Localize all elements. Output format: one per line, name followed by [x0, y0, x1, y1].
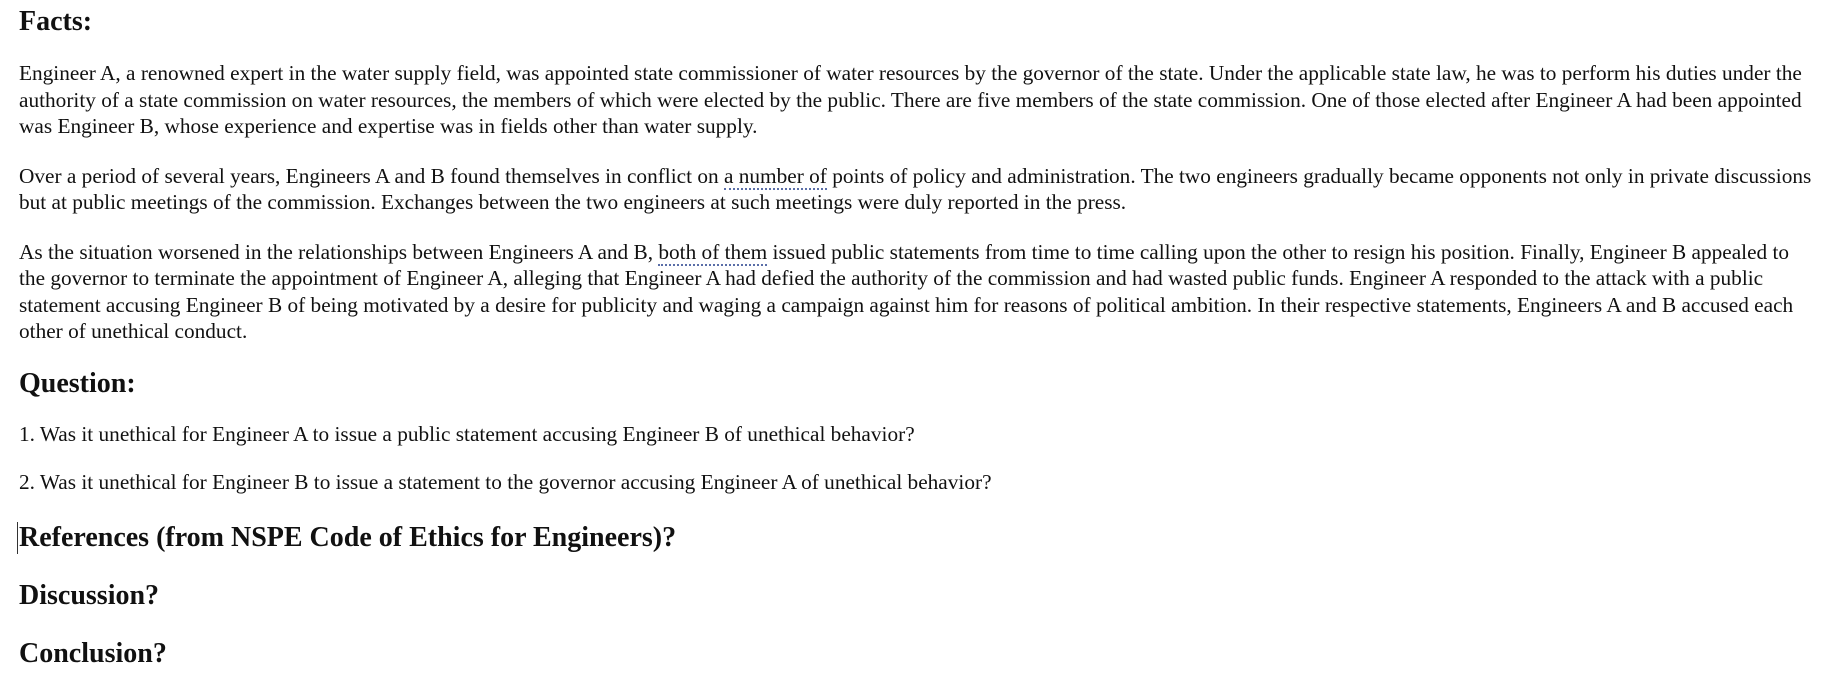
- text-cursor: [17, 522, 18, 554]
- facts-paragraph-3-start: As the situation worsened in the relationships between Engineers A and B,: [19, 239, 659, 264]
- references-heading[interactable]: [19, 522, 1827, 554]
- conclusion-heading: Conclusion?: [19, 637, 167, 669]
- question-item-1: 1. Was it unethical for Engineer A to issue a public statement accusing Engineer B of unethical behavior?: [19, 421, 915, 446]
- facts-paragraph-3-end: issued public statements from time to time calling upon the other to resign his position. Finally, Engineer B appealed to the governor to terminate the appointment of Engineer A, alleging that Engineer A had defied the authority of the commission and had wasted public funds. Engineer A responded to the attack with a public statement accusing Engineer B of being motivated by a desire for publicity and waging a campaign against him for reasons of political ambition. In their respective statements, Engineers A and B accused each other of unethical conduct.: [19, 239, 1794, 343]
- facts-paragraph-1: Engineer A, a renowned expert in the water supply field, was appointed state commissioner of water resources by the governor of the state. Under the applicable state law, he was to perform his duties under the authority of a state commission on water resources, the members of which were elected by the public. There are five members of the state commission. One of those elected after Engineer A had been appointed was Engineer B, whose experience and expertise was in fields other than water supply.: [19, 61, 1802, 138]
- facts-paragraph-2: [19, 163, 1819, 216]
- facts-paragraph-2-start: Over a period of several years, Engineers A and B found themselves in conflict on: [19, 163, 724, 188]
- question-heading: Question:: [19, 367, 136, 399]
- facts-paragraph-3: [19, 239, 1819, 345]
- discussion-heading: Discussion?: [19, 579, 160, 611]
- grammar-suggestion-mark[interactable]: both of them: [658, 239, 768, 264]
- facts-paragraph-2-end: points of policy and administration. The two engineers gradually became opponents not only in private discussions but at public meetings of the commission. Exchanges between the two engineers at such meetings were duly reported in the press.: [19, 163, 1812, 214]
- question-item-2: 2. Was it unethical for Engineer B to issue a statement to the governor accusing Engineer A of unethical behavior?: [19, 470, 992, 494]
- grammar-suggestion-mark[interactable]: a number of: [723, 163, 827, 188]
- facts-heading: Facts:: [19, 6, 93, 37]
- references-heading-text: References (from NSPE Code of Ethics for Engineers)?: [19, 521, 677, 553]
